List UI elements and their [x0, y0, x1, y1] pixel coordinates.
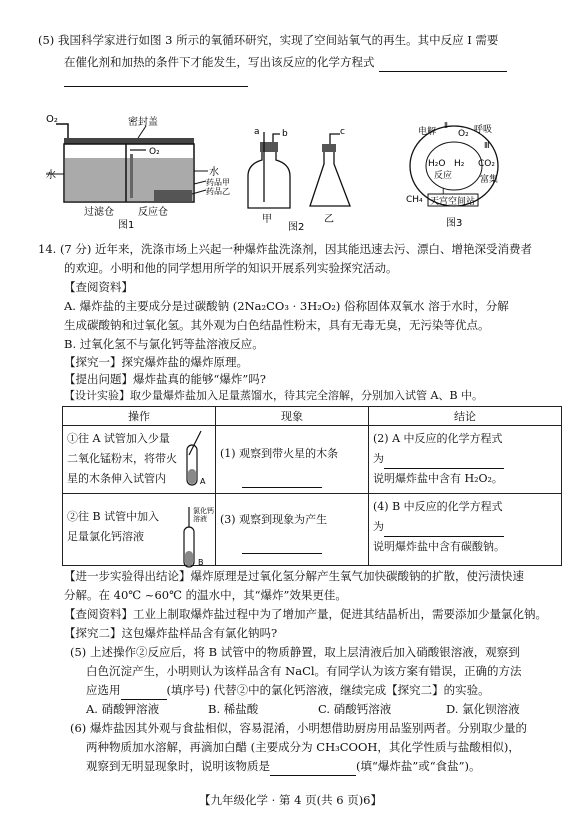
r1-conclusion: [369, 426, 562, 494]
q5-line1: (5) 我国科学家进行如图 3 所示的氧循环研究，实现了空间站氧气的再生。其中反应 I 需要: [38, 33, 499, 47]
p6-line3: [86, 757, 481, 776]
q14-title2: 的欢迎。小明和他的同学想用所学的知识开展系列实验探究活动。: [64, 261, 398, 275]
table-header-row: [63, 407, 562, 426]
figure-2: [240, 124, 370, 234]
reagent-label-2: 溶液: [193, 515, 207, 523]
conclusion-2: 分解。在 40℃ ~60℃ 的温水中，其“爆炸”效果更佳。: [64, 588, 347, 602]
tube-a-label: A: [200, 477, 206, 486]
fig1-drug-a: 药品甲: [206, 178, 230, 187]
r1-c2: 为: [373, 452, 384, 465]
opt-c: C. 硝酸钙溶液: [318, 702, 392, 716]
r1-op-line1: ①往 A 试管加入少量: [67, 432, 170, 445]
r1-ph-blank[interactable]: [242, 475, 322, 488]
fig2-yi: 乙: [324, 214, 334, 225]
explore1: 【探究一】探究爆炸盐的爆炸原理。: [64, 355, 248, 369]
r2-op-line1: ②往 B 试管中加入: [67, 510, 160, 523]
design: 【设计实验】取少量爆炸盐加入足量蒸馏水，待其完全溶解，分别加入试管 A、B 中。: [64, 389, 484, 402]
q14-title: 14. (7 分) 近年来，洗涤市场上兴起一种爆炸盐洗涤剂，因其能迅速去污、漂白、增艳深受消费者: [38, 242, 533, 256]
r2-equation-blank[interactable]: [384, 524, 504, 537]
fig1-o2-outlet: O₂: [46, 114, 58, 125]
fig3-h2: H₂: [454, 159, 465, 169]
q5-line2-text: 在催化剂和加热的条件下才能发生，写出该反应的化学方程式: [64, 55, 375, 69]
figure-1: [46, 114, 236, 230]
info2: 【查阅资料】工业上制取爆炸盐过程中为了增加产量，促进其结晶析出，需要添加少量氯化钠。: [64, 607, 547, 621]
th-operation: 操作: [63, 407, 216, 426]
info-a2: 生成碳酸钠和过氧化氢。其外观为白色结晶性粉末，具有无毒无臭，无污染等优点。: [64, 318, 490, 332]
fig2-label-a: a: [254, 127, 260, 137]
p6-3b: (填“爆炸盐”或“食盐”)。: [356, 759, 481, 773]
q5-answer-blank-2[interactable]: [64, 86, 248, 87]
p5-3b: (填序号) 代替②中的氯化钙溶液，继续完成【探究二】的实验。: [166, 683, 490, 697]
r2-c3: 说明爆炸盐中含有碳酸钠。: [373, 540, 505, 553]
fig3-i: I: [442, 187, 445, 196]
fig3-station: 天宫空间站: [430, 197, 476, 207]
r2-ph-blank[interactable]: [242, 541, 322, 554]
fig1-water-left: 水: [46, 170, 56, 181]
fig1-filter-label: 过滤仓: [84, 207, 114, 218]
experiment-table: [62, 406, 562, 566]
fig3-breath: 呼吸: [474, 125, 493, 135]
p5-line2: 白色沉淀产生，小明则认为该样品含有 NaCl。有同学认为该方案有错误，正确的方法: [86, 664, 522, 678]
p5-line1: (5) 上述操作②反应后，将 B 试管中的物质静置，取上层清液后加入硝酸银溶液，观察到: [70, 645, 520, 659]
fig1-drug-b: 药品乙: [206, 187, 230, 196]
p5-line3: [86, 681, 490, 700]
p6-3a: 观察到无明显现象时，说明该物质是: [86, 759, 270, 773]
table-row: [63, 494, 562, 566]
tube-b-label: B: [198, 558, 204, 567]
fig1-caption: 图1: [118, 220, 135, 230]
fig1-water-right: 水: [209, 167, 219, 178]
p6-line2: 两种物质加水溶解，再滴加白醋 (主要成分为 CH₃COOH，其化学性质与盐酸相似)，: [86, 740, 520, 754]
fig3-o2: O₂: [458, 129, 469, 139]
fig2-jia: 甲: [262, 214, 272, 225]
r1-op-line2: 二氧化锰粉末，将带火: [67, 452, 177, 465]
r1-op-line3: 星的木条伸入试管内: [67, 472, 166, 485]
r1-ph-text: (1) 观察到带火星的木条: [220, 447, 339, 460]
opt-d: D. 氯化钡溶液: [446, 702, 520, 716]
q5-line2: [64, 53, 507, 72]
r1-phenomenon: [216, 426, 369, 494]
r2-conclusion: [369, 494, 562, 566]
r2-phenomenon: [216, 494, 369, 566]
figure-3: [398, 114, 516, 234]
conclusion-1: 【进一步实验得出结论】爆炸原理是过氧化氢分解产生氧气加快碳酸钠的扩散，使污渍快速: [64, 569, 524, 583]
opt-b: B. 稀盐酸: [208, 702, 259, 716]
fig3-electrolysis: 电解: [418, 127, 437, 137]
fig1-o2-inner: O₂: [149, 147, 160, 157]
r2-c1: (4) B 中反应的化学方程式: [373, 500, 503, 513]
info-head: 【查阅资料】: [64, 280, 133, 294]
fig3-enrich: 富集: [480, 175, 499, 185]
fig3-iii: Ⅲ: [484, 141, 490, 150]
fig2-label-b: b: [282, 129, 288, 139]
fig3-ii: Ⅱ: [444, 121, 448, 130]
q5-answer-blank[interactable]: [379, 59, 507, 72]
r2-ph-text: (3) 观察到现象为产生: [220, 513, 328, 526]
r1-operation: [63, 426, 216, 494]
th-phenomenon: 现象: [216, 407, 369, 426]
question: 【提出问题】爆炸盐真的能够“爆炸”吗?: [64, 372, 266, 386]
fig3-reaction: 反应: [434, 171, 453, 181]
opt-a: A. 硝酸钾溶液: [86, 702, 160, 716]
p6-answer-blank[interactable]: [270, 763, 356, 776]
r1-c1: (2) A 中反应的化学方程式: [373, 432, 503, 445]
r2-op-line2: 足量氯化钙溶液: [67, 530, 144, 543]
r1-equation-blank[interactable]: [384, 456, 504, 469]
fig1-reaction-label: 反应仓: [138, 207, 168, 218]
explore2: 【探究二】这包爆炸盐样品含有氯化钠吗?: [64, 626, 278, 640]
r1-c3: 说明爆炸盐中含有 H₂O₂。: [373, 472, 503, 485]
fig3-caption: 图3: [446, 218, 463, 229]
page-footer: 【九年级化学 · 第 4 页(共 6 页)6】: [198, 793, 382, 807]
r2-operation: [63, 494, 216, 566]
fig2-label-c: c: [340, 127, 345, 137]
p5-3a: 应选用: [86, 683, 121, 697]
fig3-co2: CO₂: [478, 159, 495, 169]
fig3-ch4: CH₄: [406, 195, 423, 205]
fig3-h2o: H₂O: [428, 159, 446, 169]
test-tube-a-icon: [181, 429, 213, 491]
p5-answer-blank[interactable]: [121, 687, 167, 700]
p6-line1: (6) 爆炸盐因其外观与食盐相似，容易混淆，小明想借助厨房用品鉴别两者。分别取少量的: [70, 721, 527, 735]
test-tube-b-icon: [179, 505, 215, 571]
table-row: [63, 426, 562, 494]
info-b: B. 过氧化氢不与氯化钙等盐溶液反应。: [64, 337, 264, 351]
th-conclusion: 结论: [369, 407, 562, 426]
fig2-caption: 图2: [288, 222, 305, 233]
info-a1: A. 爆炸盐的主要成分是过碳酸钠 (2Na₂CO₃ · 3H₂O₂) 俗称固体双氧水 溶于水时，分解: [64, 299, 509, 313]
r2-c2: 为: [373, 520, 384, 533]
fig1-lid-label: 密封盖: [128, 117, 158, 128]
reagent-label-1: 氯化钙: [193, 507, 214, 515]
